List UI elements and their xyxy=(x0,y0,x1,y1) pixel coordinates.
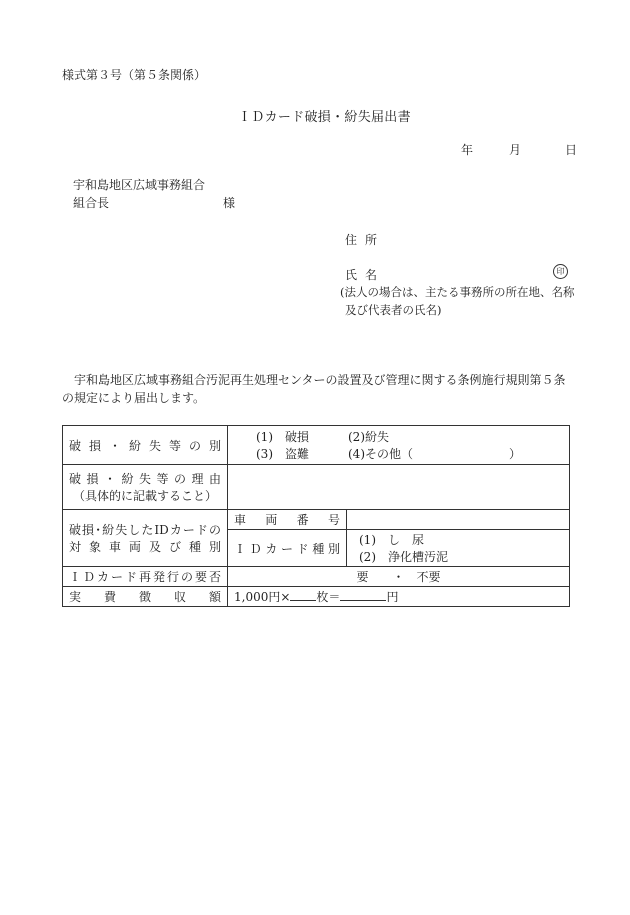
honorific: 様 xyxy=(223,196,236,210)
addressee-organization: 宇和島地区広域事務組合 xyxy=(73,178,206,192)
reason-label: 破損・紛失等の理由 xyxy=(69,472,221,486)
vehicle-number-label: 車両番号 xyxy=(234,513,340,527)
option-loss[interactable]: (2)紛失 xyxy=(348,430,389,444)
table-row xyxy=(63,587,570,607)
card-type-label: ＩＤカード種別 xyxy=(234,541,340,556)
reissue-choice[interactable]: 要 ・ 不要 xyxy=(228,567,570,587)
year-label: 年 xyxy=(461,143,474,157)
card-type-options-cell[interactable] xyxy=(347,530,570,567)
name-label: 氏名 xyxy=(345,268,386,282)
card-type-label-cell xyxy=(228,530,347,567)
reason-sublabel: （具体的に記載すること） xyxy=(72,489,217,503)
fee-prefix: 1,000円× xyxy=(234,590,291,604)
card-type-night-soil[interactable]: (1) し 尿 xyxy=(359,533,424,547)
table-row xyxy=(63,426,570,465)
addressee-role-line xyxy=(73,194,236,211)
reissue-label-cell xyxy=(63,567,228,587)
vehicle-label-line1: 破損･紛失したIDカードの xyxy=(69,523,221,537)
fee-label-cell xyxy=(63,587,228,607)
table-row xyxy=(63,567,570,587)
form-number: 様式第３号（第５条関係） xyxy=(62,68,207,82)
addressee-role: 組合長 xyxy=(73,196,110,210)
sheet-count-blank[interactable] xyxy=(290,588,316,601)
damage-loss-type-label-cell xyxy=(63,426,228,465)
document-title: ＩＤカード破損・紛失届出書 xyxy=(238,110,411,125)
reissue-label: ＩＤカード再発行の要否 xyxy=(69,570,221,584)
address-label: 住所 xyxy=(345,233,386,247)
fee-amount-blank[interactable] xyxy=(340,588,386,601)
card-type-septic-sludge[interactable]: (2) 浄化槽汚泥 xyxy=(359,550,448,564)
vehicle-label-line2: 対象車両及び種別 xyxy=(69,540,221,554)
fee-mid: 枚＝ xyxy=(316,590,341,604)
option-damage[interactable]: (1) 破損 xyxy=(256,430,309,444)
fee-suffix: 円 xyxy=(386,590,399,604)
report-form-table xyxy=(62,425,570,607)
seal-mark: 印 xyxy=(553,264,568,279)
option-other[interactable]: (4)その他（ ） xyxy=(348,447,521,461)
fee-formula-cell xyxy=(228,587,570,607)
body-paragraph: 宇和島地区広域事務組合汚泥再生処理センターの設置及び管理に関する条例施行規則第５条の規定により届出します。 xyxy=(62,373,566,405)
reason-input-cell[interactable] xyxy=(228,465,570,510)
corporate-note-line1: (法人の場合は、主たる事務所の所在地、名称 xyxy=(340,285,575,299)
corporate-note-line2: 及び代表者の氏名) xyxy=(345,303,442,317)
vehicle-label-cell xyxy=(63,510,228,567)
vehicle-number-label-cell xyxy=(228,510,347,530)
date-line xyxy=(461,141,577,158)
damage-loss-options-cell[interactable] xyxy=(228,426,570,465)
month-label: 月 xyxy=(509,143,522,157)
vehicle-number-input-cell[interactable] xyxy=(347,510,570,530)
table-row xyxy=(63,465,570,510)
day-label: 日 xyxy=(565,143,578,157)
reason-label-cell xyxy=(63,465,228,510)
damage-loss-type-label: 破損・紛失等の別 xyxy=(69,438,221,453)
option-theft[interactable]: (3) 盗難 xyxy=(256,447,309,461)
table-row xyxy=(63,510,570,530)
fee-label: 実費徴収額 xyxy=(69,590,221,604)
